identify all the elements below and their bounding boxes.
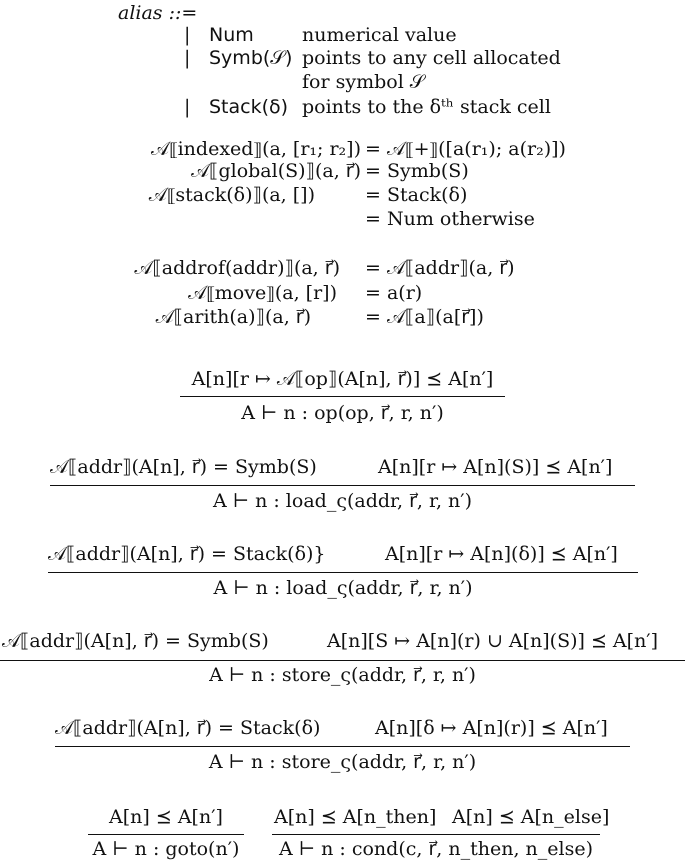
def-arith-rhs: = 𝒜⟦a⟧(a[r⃗]) — [365, 306, 484, 328]
grammar-ctor-stack: Stack(δ) — [209, 96, 289, 118]
rule-goto-conclusion: A ⊢ n : goto(n′) — [92, 838, 240, 860]
rule-goto-premise: A[n] ⪯ A[n′] — [109, 806, 223, 828]
rule-store-symb-conclusion: A ⊢ n : store_ς(addr, r⃗, r, n′) — [209, 664, 476, 686]
def-addrof-rhs: = 𝒜⟦addr⟧(a, r⃗) — [365, 257, 515, 279]
rule-store-stack-p2: A[n][δ ↦ A[n](r)] ⪯ A[n′] — [375, 717, 608, 739]
rule-op-bar — [180, 396, 505, 397]
rule-store-stack-bar — [55, 746, 630, 747]
def-stack-rhs: = Stack(δ) — [365, 184, 468, 206]
def-global-lhs: 𝒜⟦global(S)⟧(a, r⃗) — [191, 160, 361, 182]
def-addrof-lhs: 𝒜⟦addrof(addr)⟧(a, r⃗) — [134, 257, 340, 279]
grammar-desc-symb: points to any cell allocated — [302, 47, 561, 69]
grammar-lhs: alias ::= — [118, 2, 198, 24]
def-stack-lhs: 𝒜⟦stack(δ)⟧(a, []) — [148, 184, 315, 206]
rule-load-stack-conclusion: A ⊢ n : load_ς(addr, r⃗, r, n′) — [213, 577, 473, 599]
grammar-sep-3: | — [184, 96, 191, 118]
def-global-rhs: = Symb(S) — [365, 160, 469, 182]
rule-store-symb-p1: 𝒜⟦addr⟧(A[n], r⃗) = Symb(S) — [2, 630, 269, 652]
rule-cond-bar — [272, 834, 600, 835]
rule-store-symb-p2: A[n][S ↦ A[n](r) ∪ A[n](S)] ⪯ A[n′] — [327, 630, 659, 652]
grammar-desc-symb-cont: for symbol 𝒮 — [302, 71, 425, 93]
rule-store-stack-conclusion: A ⊢ n : store_ς(addr, r⃗, r, n′) — [208, 751, 477, 773]
rule-goto-bar — [88, 834, 244, 835]
rule-load-symb-bar — [50, 485, 635, 486]
rule-cond-conclusion: A ⊢ n : cond(c, r⃗, n_then, n_else) — [279, 838, 593, 860]
grammar-ctor-num: Num — [209, 24, 254, 46]
def-indexed-rhs: = 𝒜⟦+⟧([a(r₁); a(r₂)]) — [365, 138, 566, 160]
rule-load-stack-bar — [48, 572, 638, 573]
def-arith-lhs: 𝒜⟦arith(a)⟧(a, r⃗) — [155, 306, 311, 328]
rule-store-symb-bar — [0, 660, 685, 661]
rule-store-stack-p1: 𝒜⟦addr⟧(A[n], r⃗) = Stack(δ) — [55, 717, 321, 739]
rule-load-stack-p1: 𝒜⟦addr⟧(A[n], r⃗) = Stack(δ)} — [48, 543, 326, 565]
grammar-sep-1: | — [184, 24, 191, 46]
grammar-ctor-symb: Symb(𝒮) — [209, 47, 293, 69]
def-move-lhs: 𝒜⟦move⟧(a, [r]) — [188, 282, 337, 304]
grammar-desc-num: numerical value — [302, 24, 457, 46]
rule-cond-p2: A[n] ⪯ A[n_else] — [452, 806, 610, 828]
rule-op-premise: A[n][r ↦ 𝒜⟦op⟧(A[n], r⃗)] ⪯ A[n′] — [191, 368, 494, 390]
def-indexed-lhs: 𝒜⟦indexed⟧(a, [r₁; r₂]) — [150, 138, 361, 160]
def-otherwise-rhs: = Num otherwise — [365, 208, 535, 230]
rule-load-stack-p2: A[n][r ↦ A[n](δ)] ⪯ A[n′] — [385, 543, 618, 565]
rule-load-symb-conclusion: A ⊢ n : load_ς(addr, r⃗, r, n′) — [212, 490, 473, 512]
grammar-sep-2: | — [184, 47, 191, 69]
def-move-rhs: = a(r) — [365, 282, 423, 304]
rule-cond-p1: A[n] ⪯ A[n_then] — [274, 806, 437, 828]
rule-load-symb-p1: 𝒜⟦addr⟧(A[n], r⃗) = Symb(S) — [50, 456, 317, 478]
grammar-desc-stack: points to the δᵗʰ stack cell — [302, 96, 551, 118]
rule-op-conclusion: A ⊢ n : op(op, r⃗, r, n′) — [241, 402, 444, 424]
rule-load-symb-p2: A[n][r ↦ A[n](S)] ⪯ A[n′] — [378, 456, 613, 478]
